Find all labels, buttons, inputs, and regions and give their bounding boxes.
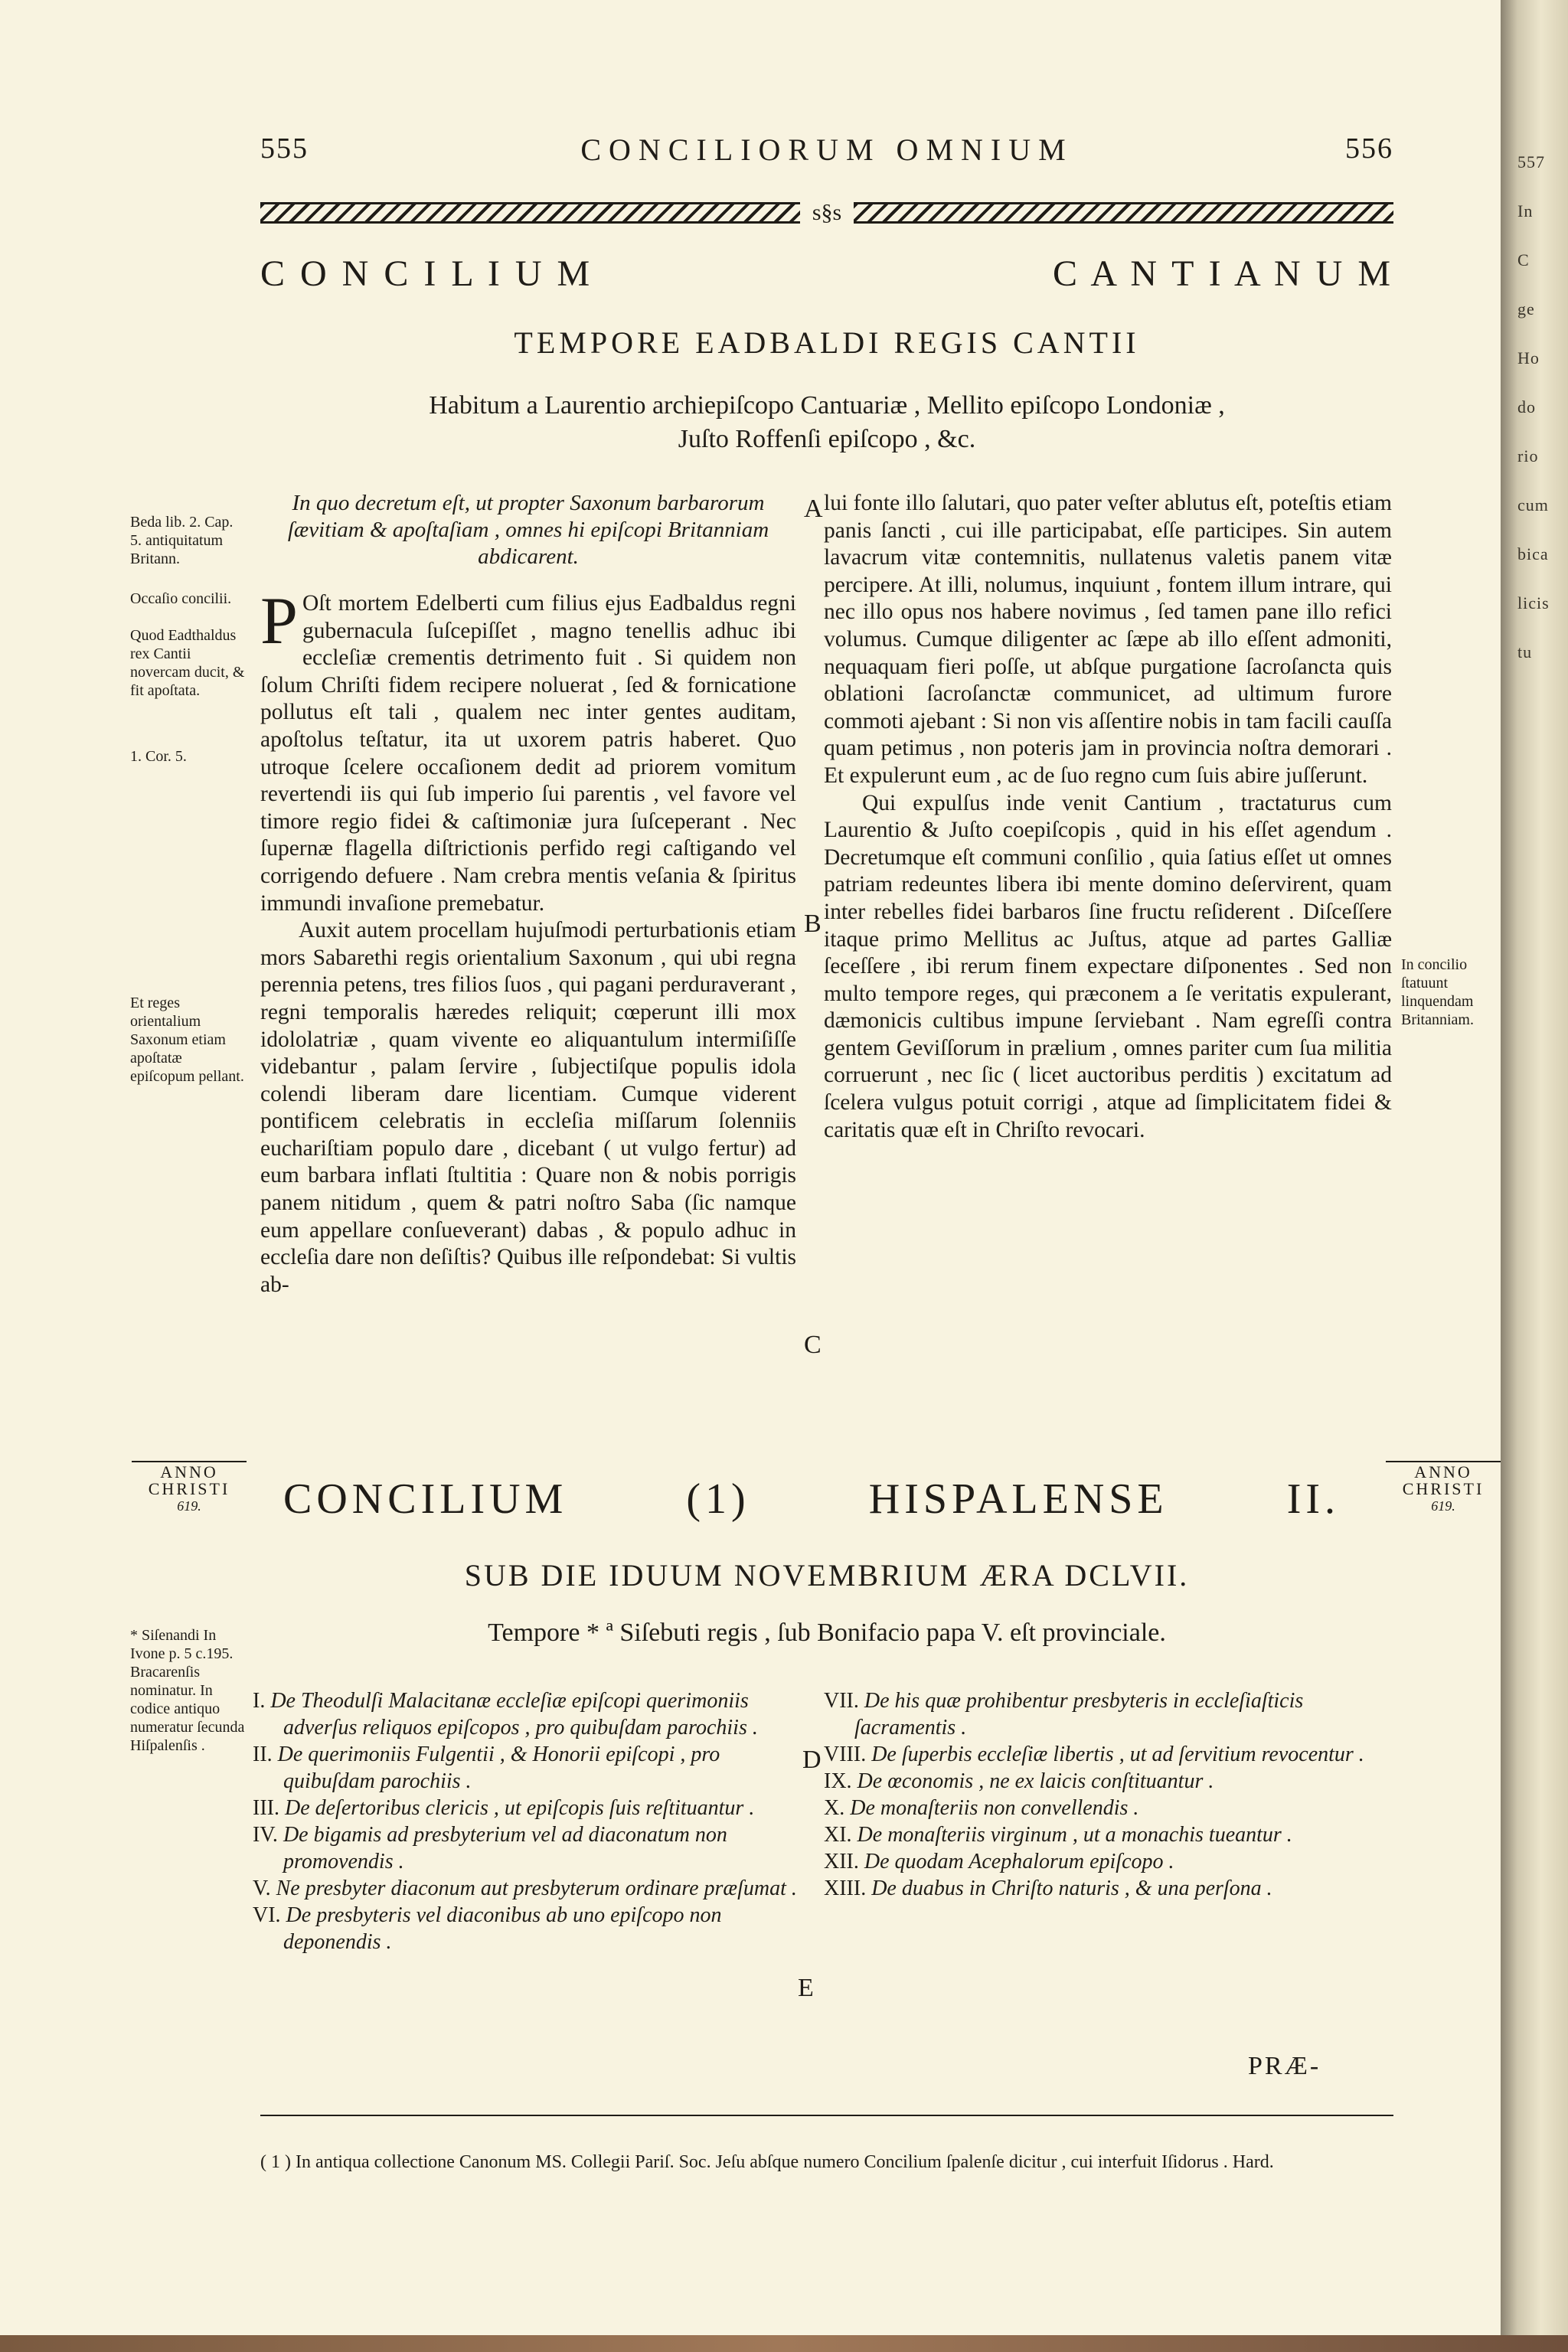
next-page-edge	[1501, 0, 1568, 2352]
margin-note-cor: 1. Cor. 5.	[130, 748, 187, 765]
chapter-number: III.	[253, 1796, 279, 1820]
habitum-line: Juſto Roffenſi epiſcopo , &c.	[678, 425, 976, 453]
chapter-number: II.	[253, 1743, 273, 1766]
chapter-number: XIII.	[824, 1877, 867, 1900]
page-number-left: 555	[260, 132, 309, 165]
edge-fragment: licis	[1517, 593, 1550, 612]
chapter-title: De querimoniis Fulgentii , & Honorii epiſcopi , pro quibuſdam parochiis .	[277, 1743, 720, 1793]
anno-label: ANNO	[1414, 1462, 1472, 1481]
chapter-title: De quodam Acephalorum epiſcopo .	[864, 1850, 1174, 1873]
margin-note-reges: Et reges orientalium Saxonum etiam apoſtatæ epiſcopum pellant.	[130, 995, 244, 1085]
chapter-number: VII.	[824, 1689, 859, 1713]
chapter-item	[824, 1875, 1392, 1902]
running-head	[260, 132, 1393, 178]
ornament-band-right	[854, 202, 1393, 224]
chapter-item	[824, 1795, 1392, 1821]
paragraph-text: Oſt mortem Edelberti cum filius ejus Eadbaldus regni gubernacula ſuſcepiſſet , magno tenellis adhuc ibi eccleſiæ crementis detrimento fuit . Si quidem non ſolum Chriſti fidem recipere noluerat , ſed & fornicatione pollutus eſt tali , qualem nec inter gentes auditam, apoſtolus teſtatur, ita ut uxorem patris haberet. Quo utroque ſcelere occaſionem dedit ad priorem vomitum revertendi iis qui ſub imperio ſui parentis , vel favore vel timore regio fidei & caſtimoniæ jura ſuſceperant . Nec ſupernæ flagella diſtrictionis perfido regi caſtigando vel corrigendo defuere . Nam crebra mentis veſania & ſpiritus immundi invaſione premebatur.	[260, 591, 796, 916]
chapter-title: Ne presbyter diaconum aut presbyterum ordinare præſumat .	[276, 1877, 797, 1900]
margin-note-quod: Quod Eadthaldus rex Cantii novercam ducit, & fit apoſtata.	[130, 627, 245, 699]
council2-subtitle: SUB DIE IDUUM NOVEMBRIUM ÆRA DCLVII.	[464, 1558, 1190, 1592]
council-subtitle: TEMPORE EADBALDI REGIS CANTII	[514, 325, 1140, 360]
chapter-number: VI.	[253, 1903, 281, 1927]
section-letter-a: A	[804, 495, 823, 523]
chapter-number: XII.	[824, 1850, 859, 1873]
next-page-fragments	[1517, 138, 1563, 677]
edge-fragment: cum	[1517, 495, 1549, 514]
anno-christi-right	[1386, 1464, 1501, 1514]
council-title	[260, 253, 1393, 295]
catchword: PRÆ-	[1248, 2052, 1321, 2080]
chapter-item	[824, 1687, 1392, 1741]
chapter-title: De deſertoribus clericis , ut epiſcopis ſuis reſtituantur .	[284, 1796, 755, 1820]
chapter-number: I.	[253, 1689, 266, 1713]
chapter-title: De bigamis ad presbyterium vel ad diaconatum non promovendis .	[283, 1823, 727, 1873]
text-column-left	[260, 490, 796, 1298]
council2-title-word: CONCILIUM	[283, 1475, 568, 1523]
edge-fragment: Ho	[1517, 348, 1540, 368]
council-habitum	[337, 389, 1317, 456]
edge-fragment: 557	[1517, 152, 1545, 172]
chapter-list-left	[253, 1687, 804, 1955]
ornament-band-left	[260, 202, 800, 224]
drop-cap: P	[260, 584, 298, 658]
council2-title-word: II.	[1286, 1475, 1340, 1523]
chapter-number: IV.	[253, 1823, 278, 1847]
chapter-title: De monaſteriis virginum , ut a monachis tueantur .	[857, 1823, 1292, 1847]
council2-title	[283, 1475, 1340, 1524]
paragraph: Qui expulſus inde venit Cantium , tractaturus cum Laurentio & Juſto coepiſcopis , quid in his eſſet agendum . Decretumque eſt communi conſilio , quia ſatius eſſet ut omnes patriam redeuntes libera ibi mente domino deſervirent, quam inter rebelles fidei barbaros ſine fructu reſiderent . Diſceſſere itaque primo Mellitus ac Juſtus, atque ad partes Galliæ ſeceſſere , ibi rerum finem expectare diſponentes . Sed non multo tempore reges, qui præconem a ſe veritatis expulerant, dæmonicis cultibus impune ſerviebant . Nam egreſſi contra gentem Geviſſorum in prælium , omnes pariter cum ſua militia corruerunt , nec ſic ( licet auctoribus perditis ) excitatum ad ſcelera vulgus potuit corrigi , atque ad ſimplicitatem fidei & caritatis quæ eſt in Chriſto revocari.	[824, 790, 1392, 1142]
chapter-title: De monaſteriis non convellendis .	[850, 1796, 1139, 1820]
habitum-line: Habitum a Laurentio archiepiſcopo Cantuariæ , Mellito epiſcopo Londoniæ ,	[429, 391, 1225, 420]
margin-note-sisenandi: * Siſenandi In Ivone p. 5 c.195. Bracarenſis nominatur. In codice antiquo numeratur ſecunda Hiſpalenſis .	[130, 1627, 245, 1754]
chapter-item	[824, 1821, 1392, 1848]
edge-fragment: ge	[1517, 299, 1535, 318]
chapter-number: VIII.	[824, 1743, 867, 1766]
chapter-item	[253, 1902, 804, 1955]
chapter-item	[824, 1768, 1392, 1795]
christi-label: CHRISTI	[1402, 1479, 1485, 1498]
paragraph	[260, 584, 796, 917]
edge-fragment: do	[1517, 397, 1536, 416]
chapter-item	[824, 1741, 1392, 1768]
page-number-right: 556	[1345, 132, 1393, 165]
council2-title-word: (1)	[686, 1475, 750, 1523]
chapter-item	[253, 1687, 804, 1741]
footnote: ( 1 ) In antiqua collectione Canonum MS. Collegii Pariſ. Soc. Jeſu abſque numero Concilium ſpalenſe dicitur , cui interfuit Iſidorus . Hard.	[260, 2152, 1274, 2172]
running-title: CONCILIORUM OMNIUM	[580, 132, 1073, 167]
text-column-right	[824, 490, 1392, 1144]
anno-label: ANNO	[160, 1462, 218, 1481]
chapter-item	[253, 1741, 804, 1795]
anno-year: 619.	[1431, 1498, 1455, 1514]
council2-title-word: HISPALENSE	[868, 1475, 1168, 1523]
chapter-number: V.	[253, 1877, 271, 1900]
edge-fragment: tu	[1517, 642, 1533, 662]
margin-note-in-concilio: In concilio ſtatuunt linquendam Britanniam.	[1401, 956, 1474, 1028]
edge-fragment: rio	[1517, 446, 1539, 466]
chapter-number: XI.	[824, 1823, 852, 1847]
headpiece-ornament	[260, 198, 1393, 228]
footnote-rule	[260, 2115, 1393, 2116]
section-letter-d: D	[802, 1746, 822, 1774]
section-letter-c: C	[804, 1331, 822, 1359]
chapter-item	[253, 1821, 804, 1875]
chapter-list-right	[824, 1687, 1392, 1902]
edge-fragment: In	[1517, 201, 1534, 220]
chapter-title: De presbyteris vel diaconibus ab uno epiſcopo non deponendis .	[283, 1903, 722, 1954]
chapter-title: De his quæ prohibentur presbyteris in eccleſiaſticis ſacramentis .	[854, 1689, 1304, 1740]
chapter-item	[253, 1795, 804, 1821]
edge-fragment: bica	[1517, 544, 1549, 564]
chapter-title: De Theodulſi Malacitanæ eccleſiæ epiſcopi querimoniis adverſus reliquos epiſcopos , pro quibuſdam parochiis .	[270, 1689, 758, 1740]
section-letter-e: E	[798, 1974, 814, 2002]
chapter-item	[253, 1875, 804, 1902]
paragraph: lui fonte illo ſalutari, quo pater veſter ablutus eſt, poteſtis etiam panis ſancti , cui ille participabat, eſſe participes. Sin autem lavacrum vitæ contemnitis, nullatenus valetis panem vitæ percipere. At illi, nolumus, inquiunt , fontem illum intrare, qui nec illo opus nos habere novimus , ſed tamen pane illo refici volumus. Cumque diligenter ac ſæpe ab illo eſſent admoniti, nequaquam fieri poſſe, ut abſque purgatione ſacroſancta quis oblationi ſacroſanctæ communicet, ad ultimum furore commoti ajebant : Si non vis aſſentire nobis in tam facili cauſſa quam petimus , non poteris jam in provincia noſtra demorari . Et expulerunt eum , ac de ſuo regno cum ſuis abire juſſerunt.	[824, 491, 1392, 788]
margin-note-beda: Beda lib. 2. Cap. 5. antiquitatum Britann.	[130, 514, 234, 567]
section-letter-b: B	[804, 910, 822, 938]
christi-label: CHRISTI	[148, 1479, 230, 1498]
chapter-number: IX.	[824, 1769, 852, 1793]
ornament-center: s§s	[812, 200, 842, 225]
anno-year: 619.	[177, 1498, 201, 1514]
paragraph: Auxit autem procellam hujuſmodi perturbationis etiam mors Sabarethi regis orientalium Saxonum , qui ubi regna perennia petens, tres filios ſuos , qui pagani perduraverant , regni temporalis hæredes reliquit; cœperunt illi mox idololatriæ , quam vivente eo aliquantulum intermiſiſſe videbantur , palam ſervire , ſubjectiſque populis idola colendi liberam dare licentiam. Cumque viderent pontificem celebratis in eccleſia miſſarum ſolenniis euchariſtiam populo dare , dicebant ( ut vulgo fertur) ad eum barbara inflati ſtultitia : Quare non & nobis porrigis panem nitidum , quem & patri noſtro Saba (ſic namque eum appellare conſueverant) dabas , & populo adhuc in eccleſia dare non deſiſtis? Quibus ille reſpondebat: Si vultis ab-	[260, 918, 796, 1297]
margin-note-occasio: Occaſio concilii.	[130, 590, 232, 607]
council2-tempore: Tempore * ª Siſebuti regis , ſub Bonifacio papa V. eſt provinciale.	[488, 1619, 1166, 1647]
chapter-number: X.	[824, 1796, 845, 1820]
chapter-title: De duabus in Chriſto naturis , & una perſona .	[871, 1877, 1272, 1900]
anno-christi-left	[132, 1464, 247, 1514]
chapter-title: De œconomis , ne ex laicis conſtituantur .	[857, 1769, 1214, 1793]
chapter-title: De ſuperbis eccleſiæ libertis , ut ad ſervitium revocentur .	[871, 1743, 1364, 1766]
council-title-word: C O N C I L I U M	[260, 253, 593, 294]
edge-fragment: C	[1517, 250, 1530, 270]
council-title-word: C A N T I A N U M	[1053, 253, 1393, 294]
council-argument: In quo decretum eſt, ut propter Saxonum barbarorum ſævitiam & apoſtaſiam , omnes hi epiſcopi Britanniam abdicarent.	[287, 491, 769, 569]
chapter-item	[824, 1848, 1392, 1875]
book-edge-strip	[0, 2335, 1568, 2352]
